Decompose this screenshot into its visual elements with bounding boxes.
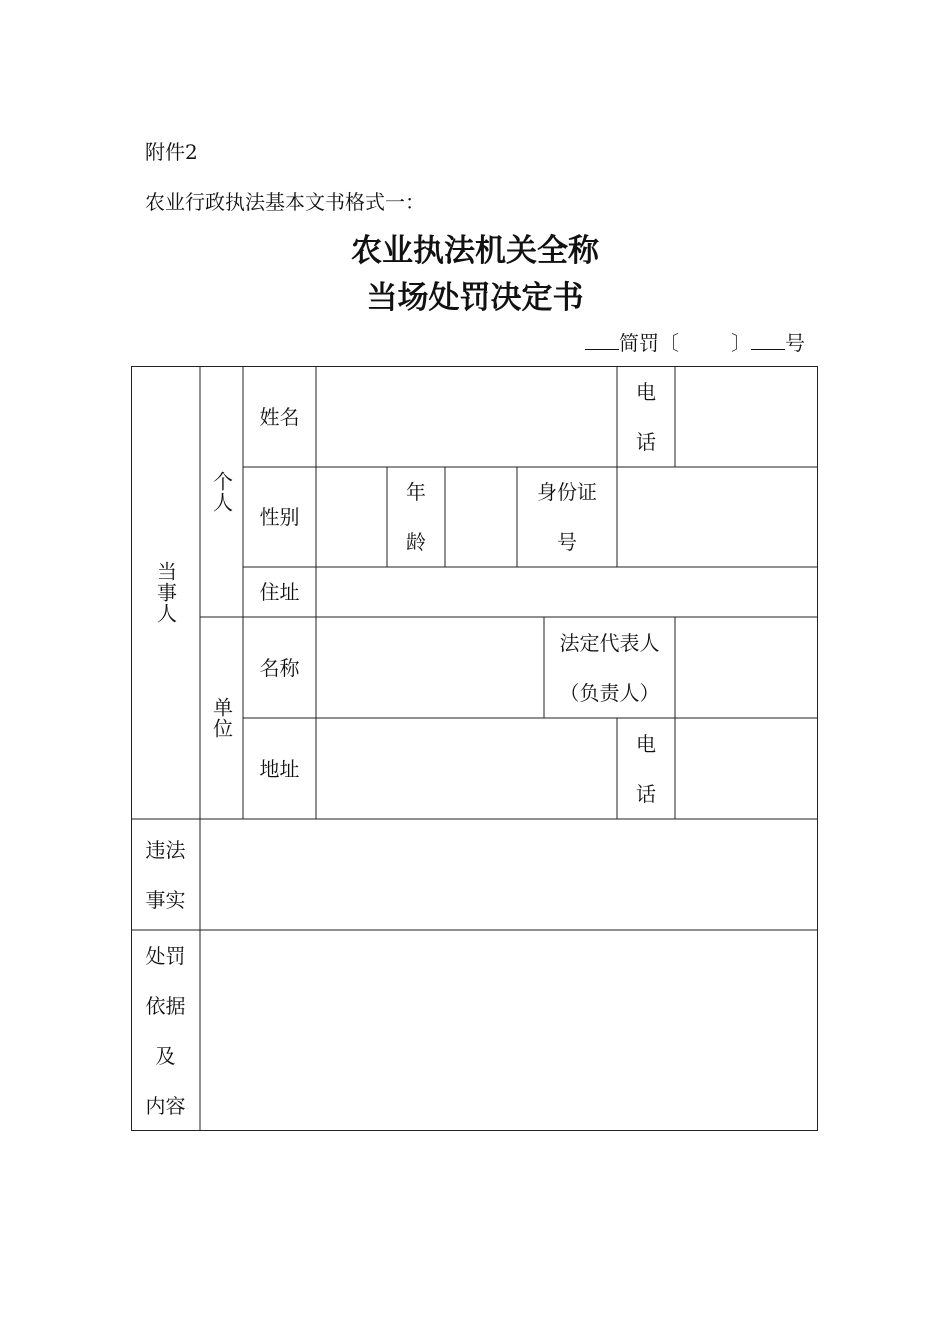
phone-field-1[interactable] [675,366,818,467]
penalty-basis-field[interactable] [200,930,818,1131]
document-number [585,328,805,358]
doc-no-mid: 〕 [731,331,751,355]
legal-rep-line-1: 法定代表人 [559,630,660,655]
unit-address-field[interactable] [316,718,617,819]
document-title: 当场处罚决定书 [366,280,584,316]
violation-facts-label: 违法事实 [145,837,186,912]
phone-label-1: 电话 [636,379,656,454]
unit-name-field[interactable] [316,617,544,718]
basis-line-4: 内容 [145,1093,186,1118]
id-number-field[interactable] [617,467,818,567]
legal-representative-label [544,617,675,718]
doc-no-suffix: 号 [785,331,805,355]
legal-representative-field[interactable] [675,617,818,718]
residence-field[interactable] [316,567,818,617]
penalty-basis-label [131,930,200,1131]
party-label: 当事人 [153,561,178,624]
legal-rep-line-2: （负责人） [559,680,660,705]
agency-title: 农业执法机关全称 [351,233,599,269]
phone-label-2: 电话 [636,731,656,806]
phone-field-2[interactable] [675,718,818,819]
doc-no-prefix: 简罚〔 [619,331,679,355]
penalty-form-table [131,366,818,1131]
gender-field[interactable] [316,467,387,567]
basis-line-3: 及 [155,1043,176,1068]
unit-label: 单位 [209,697,234,739]
doc-no-blank-2[interactable] [751,329,785,350]
doc-no-blank-1[interactable] [585,329,619,350]
basis-line-1: 处罚 [145,943,186,968]
residence-label: 住址 [259,580,300,604]
basis-line-2: 依据 [145,993,186,1018]
age-field[interactable] [445,467,517,567]
document-format-subtitle: 农业行政执法基本文书格式一： [145,190,425,214]
violation-facts-field[interactable] [200,819,818,930]
id-number-label: 身份证号 [537,480,597,554]
gender-label: 性别 [259,505,300,529]
unit-address-label: 地址 [259,756,300,781]
age-label: 年龄 [406,480,426,554]
unit-name-label: 名称 [259,655,300,680]
individual-label: 个人 [209,470,234,513]
name-field[interactable] [316,366,617,467]
attachment-label: 附件2 [145,140,198,164]
name-label: 姓名 [259,404,300,429]
